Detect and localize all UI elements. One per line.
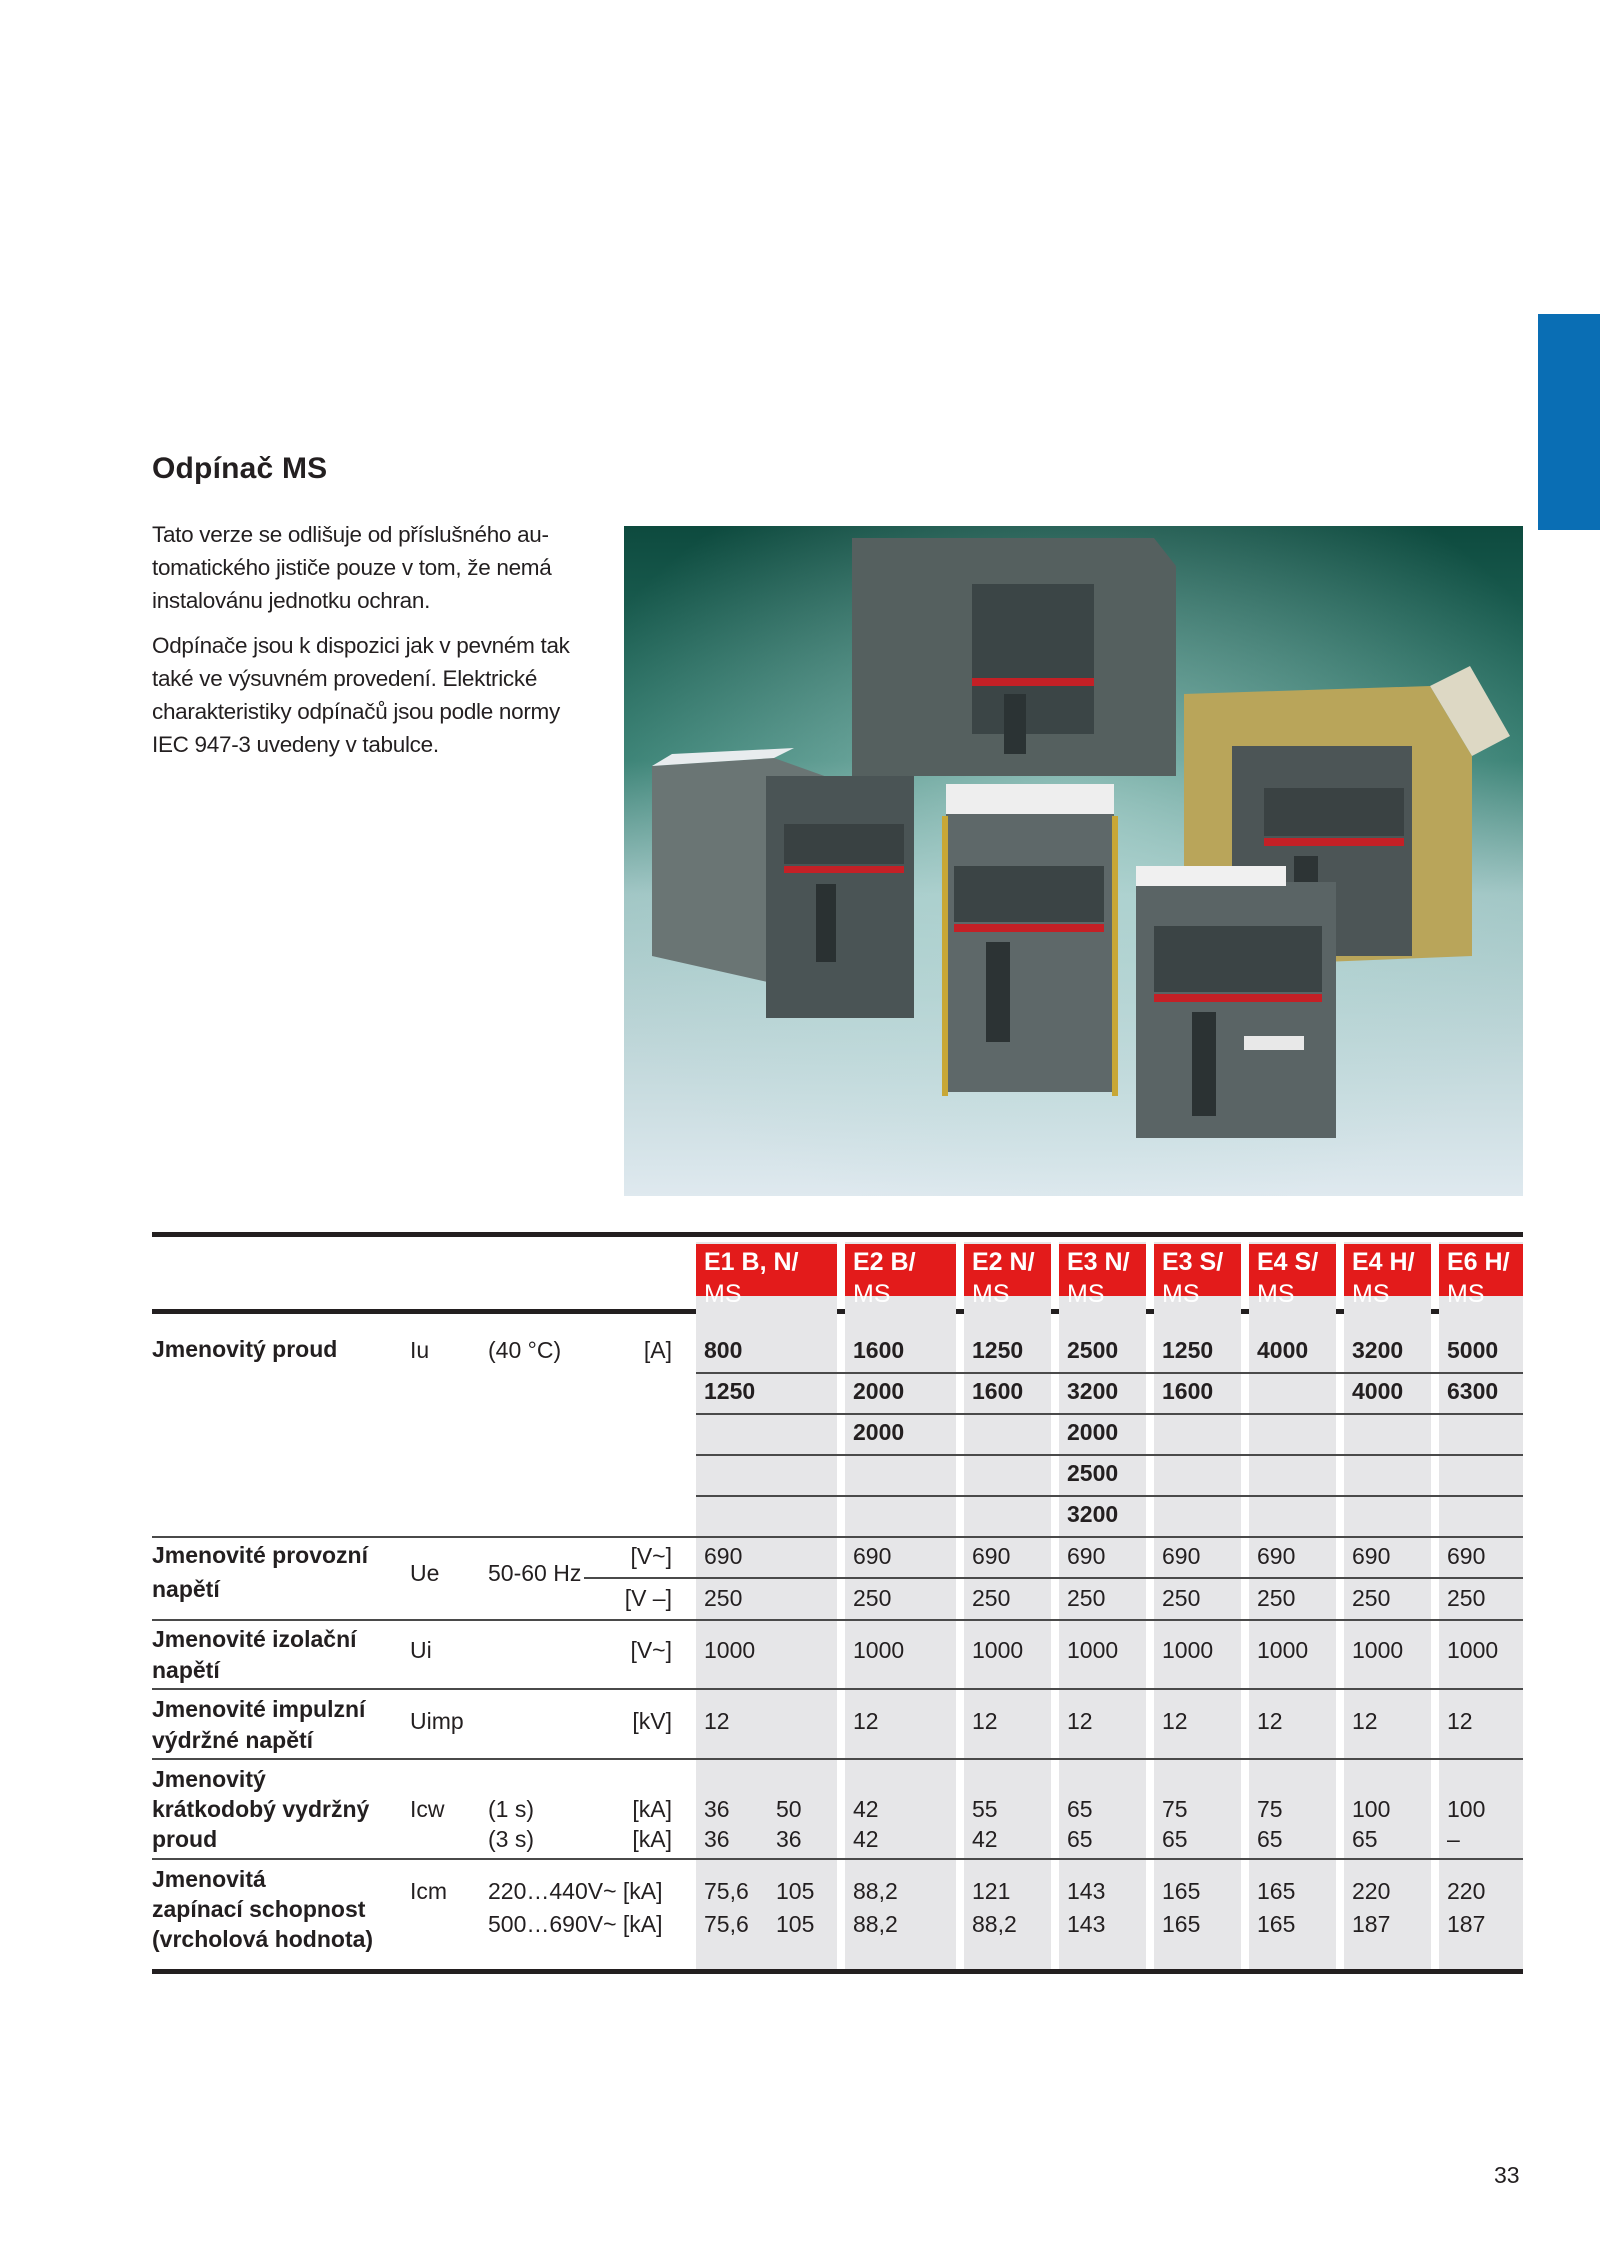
icw-1s-value: 50 [776, 1796, 802, 1822]
icw-3s-value: 36 [704, 1826, 730, 1852]
current-value: 3200 [1352, 1337, 1404, 1363]
condition-temperature: (40 °C) [488, 1337, 562, 1363]
current-value: 1600 [1162, 1378, 1214, 1404]
icm-high-value: 75,6 [704, 1911, 749, 1937]
column-header: E3 N/ MS [1059, 1244, 1146, 1296]
column-header: E2 N/ MS [964, 1244, 1051, 1296]
current-value: 1250 [1162, 1337, 1214, 1363]
insulation-value: 1000 [1067, 1637, 1119, 1663]
unit-kiloampere: [kA] [632, 1796, 672, 1822]
unit-volt-dc: [V –] [624, 1585, 672, 1611]
row-separator [152, 1758, 1523, 1760]
impulse-value: 12 [1162, 1708, 1188, 1734]
current-value: 800 [704, 1337, 743, 1363]
row-label-insulation-voltage-2: napětí [152, 1657, 220, 1683]
icm-low-value: 75,6 [704, 1878, 749, 1904]
current-value: 2000 [1067, 1419, 1119, 1445]
column-header: E1 B, N/ MS [696, 1244, 837, 1296]
current-value: 2000 [853, 1419, 905, 1445]
breaker-center [942, 784, 1118, 1096]
unit-volt-ac: [V~] [630, 1543, 672, 1569]
voltage-dc-value: 250 [1257, 1585, 1296, 1611]
breaker-back-left [852, 538, 1176, 776]
symbol-ue: Ue [410, 1560, 440, 1586]
icw-1s-value: 75 [1162, 1796, 1188, 1822]
icm-high-value: 105 [776, 1911, 815, 1937]
column-header: E4 S/ MS [1249, 1244, 1336, 1296]
icm-high-value: 187 [1447, 1911, 1486, 1937]
symbol-ui: Ui [410, 1637, 432, 1663]
icm-high-value: 187 [1352, 1911, 1391, 1937]
specs-table [152, 1232, 1523, 1974]
icw-3s-value: 65 [1257, 1826, 1283, 1852]
current-value: 3200 [1067, 1378, 1119, 1404]
row-label-insulation-voltage: Jmenovité izolační [152, 1626, 357, 1652]
impulse-value: 12 [1447, 1708, 1473, 1734]
icm-high-value: 165 [1162, 1911, 1201, 1937]
current-value: 1600 [972, 1378, 1024, 1404]
voltage-ac-value: 690 [1257, 1543, 1296, 1569]
intro-text [152, 518, 588, 773]
table-bottom-rule [152, 1969, 1523, 1974]
icw-3s-value: 42 [972, 1826, 998, 1852]
column-header: E6 H/ MS [1439, 1244, 1523, 1296]
icw-3s-value: 36 [776, 1826, 802, 1852]
condition-voltage-low: 220…440V~ [kA] [488, 1878, 663, 1904]
icm-low-value: 220 [1352, 1878, 1391, 1904]
voltage-ac-value: 690 [1162, 1543, 1201, 1569]
voltage-dc-value: 250 [853, 1585, 892, 1611]
insulation-value: 1000 [853, 1637, 905, 1663]
icm-low-value: 105 [776, 1878, 815, 1904]
current-value: 1250 [704, 1378, 756, 1404]
condition-1s: (1 s) [488, 1796, 534, 1822]
voltage-dc-value: 250 [704, 1585, 743, 1611]
intro-paragraph-2: Odpínače jsou k dispozici jak v pevném tak také ve výsuvném provedení. Elektrické charakteristiky odpínačů jsou podle normy IEC 947-3 uvedeny v tabulce. [152, 633, 570, 757]
row-label-short-time-current-3: proud [152, 1826, 218, 1852]
icw-3s-value: 65 [1162, 1826, 1188, 1852]
impulse-value: 12 [1257, 1708, 1283, 1734]
voltage-ac-value: 690 [972, 1543, 1011, 1569]
section-tab-marker [1538, 314, 1600, 530]
icw-3s-value: 42 [853, 1826, 879, 1852]
insulation-value: 1000 [972, 1637, 1024, 1663]
insulation-value: 1000 [704, 1637, 756, 1663]
icw-1s-value: 55 [972, 1796, 998, 1822]
current-value: 1250 [972, 1337, 1024, 1363]
current-value: 5000 [1447, 1337, 1499, 1363]
icm-low-value: 220 [1447, 1878, 1486, 1904]
icw-1s-value: 100 [1352, 1796, 1391, 1822]
condition-3s: (3 s) [488, 1826, 534, 1852]
unit-ampere: [A] [643, 1337, 672, 1363]
voltage-ac-value: 690 [1447, 1543, 1486, 1569]
symbol-uimp: Uimp [410, 1708, 464, 1734]
impulse-value: 12 [704, 1708, 730, 1734]
voltage-dc-value: 250 [1447, 1585, 1486, 1611]
voltage-ac-value: 690 [853, 1543, 892, 1569]
voltage-ac-value: 690 [1067, 1543, 1106, 1569]
voltage-ac-value: 690 [704, 1543, 743, 1569]
column-header: E4 H/ MS [1344, 1244, 1431, 1296]
voltage-ac-value: 690 [1352, 1543, 1391, 1569]
table-top-rule [152, 1232, 1523, 1237]
current-value: 2500 [1067, 1337, 1119, 1363]
voltage-dc-value: 250 [1162, 1585, 1201, 1611]
icm-high-value: 88,2 [853, 1911, 898, 1937]
icm-low-value: 143 [1067, 1878, 1106, 1904]
icw-3s-value: – [1447, 1826, 1460, 1852]
icw-1s-value: 42 [853, 1796, 879, 1822]
impulse-value: 12 [1352, 1708, 1378, 1734]
current-value: 4000 [1352, 1378, 1404, 1404]
page-number: 33 [1494, 2162, 1520, 2188]
icw-1s-value: 75 [1257, 1796, 1283, 1822]
voltage-dc-value: 250 [1067, 1585, 1106, 1611]
row-label-impulse-voltage-2: výdržné napětí [152, 1727, 314, 1753]
column-header: E2 B/ MS [845, 1244, 956, 1296]
current-value: 4000 [1257, 1337, 1309, 1363]
row-separator [152, 1536, 1523, 1538]
breakers-photo [624, 526, 1523, 1196]
icm-low-value: 88,2 [853, 1878, 898, 1904]
symbol-iu: Iu [410, 1337, 430, 1363]
row-label-making-capacity: Jmenovitá [152, 1866, 266, 1892]
symbol-icm: Icm [410, 1878, 448, 1904]
icw-3s-value: 65 [1067, 1826, 1093, 1852]
row-label-rated-voltage: Jmenovité provozní [152, 1542, 368, 1568]
row-separator [696, 1495, 1523, 1497]
row-separator [696, 1454, 1523, 1456]
unit-volt-ac: [V~] [630, 1637, 672, 1663]
column-header: E3 S/ MS [1154, 1244, 1241, 1296]
row-label-short-time-current: Jmenovitý [152, 1766, 266, 1792]
icm-low-value: 165 [1162, 1878, 1201, 1904]
icm-low-value: 121 [972, 1878, 1011, 1904]
current-value: 2500 [1067, 1460, 1119, 1486]
impulse-value: 12 [972, 1708, 998, 1734]
insulation-value: 1000 [1162, 1637, 1214, 1663]
icw-1s-value: 65 [1067, 1796, 1093, 1822]
icw-3s-value: 65 [1352, 1826, 1378, 1852]
current-value: 1600 [853, 1337, 905, 1363]
impulse-value: 12 [853, 1708, 879, 1734]
condition-frequency: 50-60 Hz [488, 1560, 582, 1586]
current-value: 6300 [1447, 1378, 1499, 1404]
icm-high-value: 143 [1067, 1911, 1106, 1937]
icw-1s-value: 100 [1447, 1796, 1486, 1822]
row-separator [152, 1858, 1523, 1860]
row-separator [152, 1688, 1523, 1690]
icw-1s-value: 36 [704, 1796, 730, 1822]
symbol-icw: Icw [410, 1796, 445, 1822]
insulation-value: 1000 [1257, 1637, 1309, 1663]
voltage-dc-value: 250 [1352, 1585, 1391, 1611]
icm-low-value: 165 [1257, 1878, 1296, 1904]
insulation-value: 1000 [1447, 1637, 1499, 1663]
insulation-value: 1000 [1352, 1637, 1404, 1663]
section-title: Odpínač MS [152, 452, 328, 485]
row-label-rated-current: Jmenovitý proud [152, 1336, 338, 1362]
row-label-impulse-voltage: Jmenovité impulzní [152, 1696, 366, 1722]
icm-high-value: 165 [1257, 1911, 1296, 1937]
condition-voltage-high: 500…690V~ [kA] [488, 1911, 663, 1937]
current-value: 3200 [1067, 1501, 1119, 1527]
current-value: 2000 [853, 1378, 905, 1404]
unit-kiloampere: [kA] [632, 1826, 672, 1852]
row-separator [696, 1372, 1523, 1374]
breaker-front-right [1136, 866, 1336, 1138]
unit-kilovolt: [kV] [632, 1708, 672, 1734]
icm-high-value: 88,2 [972, 1911, 1017, 1937]
row-label-rated-voltage-2: napětí [152, 1576, 220, 1602]
row-separator [152, 1619, 1523, 1621]
row-label-short-time-current-2: krátkodobý vydržný [152, 1796, 370, 1822]
intro-paragraph-1: Tato verze se odlišuje od příslušného au-tomatického jističe pouze v tom, že nemá instalovánu jednotku ochran. [152, 522, 552, 613]
impulse-value: 12 [1067, 1708, 1093, 1734]
row-separator [584, 1577, 1523, 1579]
row-label-making-capacity-2: zapínací schopnost [152, 1896, 366, 1922]
row-label-making-capacity-3: (vrcholová hodnota) [152, 1926, 374, 1952]
voltage-dc-value: 250 [972, 1585, 1011, 1611]
row-separator [696, 1413, 1523, 1415]
